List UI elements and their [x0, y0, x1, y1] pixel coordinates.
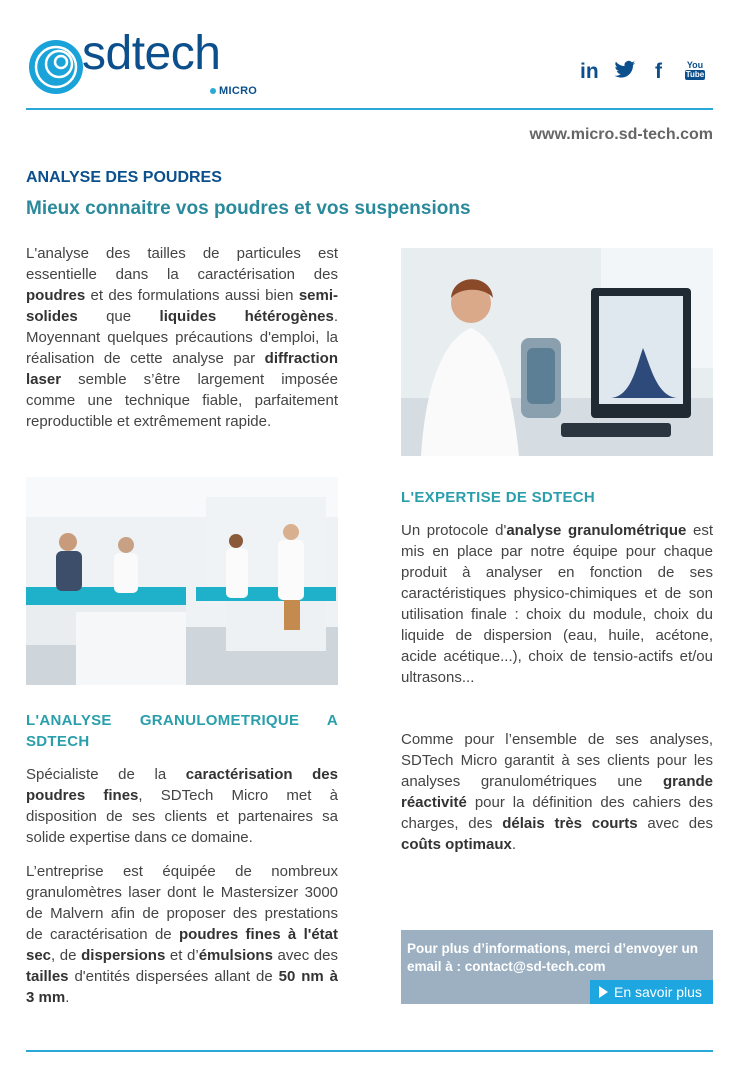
page-heading: ANALYSE DES POUDRES — [26, 169, 222, 186]
emphasis-text: semi-solides — [26, 287, 338, 325]
emphasis-text: dispersions — [81, 947, 166, 964]
facebook-icon[interactable]: f — [655, 60, 662, 83]
expertise-title: L'EXPERTISE DE SDTECH — [401, 489, 596, 506]
lab-photo-researcher — [401, 248, 713, 456]
body-text: L’entreprise est équipée de nombreux granulomètres laser dont le Mastersizer 3000 de Malvern afin de proposer des prestations de caractérisation de — [26, 863, 338, 943]
emphasis-text: liquides hétérogènes — [159, 308, 334, 325]
emphasis-text: grande réactivité — [401, 773, 713, 811]
analysis-title: L'ANALYSE GRANULOMETRIQUE A SDTECH — [26, 712, 338, 750]
emphasis-text: délais très courts — [502, 815, 638, 832]
expertise-paragraph-1 — [401, 520, 713, 688]
emphasis-text: coûts optimaux — [401, 836, 512, 853]
bottom-divider — [26, 1050, 713, 1052]
emphasis-text: caractérisation des poudres fines — [26, 766, 338, 804]
learn-more-button[interactable]: En savoir plus — [590, 980, 713, 1004]
youtube-icon[interactable]: You Tube — [685, 60, 705, 79]
body-text: avec des — [272, 947, 338, 964]
body-text: , SDTech Micro met à disposition de ses clients et partenaires sa solide expertise dans ce domaine. — [26, 787, 338, 846]
sdtech-logo — [26, 36, 86, 98]
body-text: , de — [51, 947, 82, 964]
intro-paragraph — [26, 243, 338, 432]
body-text: est mis en place par notre équipe pour chaque produit à analyser en fonction de ses caractéristiques physico-chimiques et de son utilisation finale : choix du module, choix du liquide de dispersion (eau, huile, acétone, acide acétique...), choix de tensio-actifs et/ou ultrasons... — [401, 522, 713, 686]
page-subheading: Mieux connaitre vos poudres et vos suspensions — [26, 198, 471, 219]
top-divider — [26, 108, 713, 110]
body-text: L'analyse des tailles de particules est essentielle dans la caractérisation des — [26, 245, 338, 283]
body-text: et d’ — [165, 947, 199, 964]
body-text: . — [65, 989, 70, 1006]
body-text: Un protocole d' — [401, 522, 507, 539]
analysis-paragraph-1 — [26, 764, 338, 848]
website-link[interactable]: www.micro.sd-tech.com — [529, 126, 713, 143]
body-text: Comme pour l’ensemble de ses analyses, SDTech Micro garantit à ses clients pour les analyses granulométriques une — [401, 731, 713, 790]
brand-sub: MICRO — [210, 85, 257, 97]
lab-photo-team — [26, 477, 338, 685]
body-text: d'entités dispersées allant de — [68, 968, 279, 985]
emphasis-text: tailles — [26, 968, 69, 985]
twitter-icon[interactable] — [614, 60, 636, 80]
body-text: Spécialiste de la — [26, 766, 186, 783]
linkedin-icon[interactable]: in — [580, 60, 599, 83]
emphasis-text: 50 nm à 3 mm — [26, 968, 338, 1006]
brand-name: sdtech — [82, 27, 221, 80]
body-text: pour la définition des cahiers des charges, des — [401, 794, 713, 832]
analysis-paragraph-2 — [26, 861, 338, 1008]
body-text: . — [511, 836, 517, 853]
body-text: . Moyennant quelques précautions d'emploi, la réalisation de cette analyse par — [26, 308, 338, 367]
body-text: que — [77, 308, 160, 325]
body-text: avec des — [637, 815, 713, 832]
contact-box — [401, 930, 713, 1004]
expertise-paragraph-2 — [401, 729, 713, 855]
emphasis-text: émulsions — [198, 947, 273, 964]
emphasis-text: poudres fines à l'état sec — [26, 926, 339, 964]
body-text: et des formulations aussi bien — [85, 287, 299, 304]
dot-icon — [210, 88, 216, 94]
emphasis-text: analyse granulométrique — [506, 522, 687, 539]
play-icon — [599, 986, 608, 998]
body-text: semble s’être largement imposée comme une technique fiable, parfaitement reproductible et extrêmement rapide. — [26, 371, 338, 430]
emphasis-text: poudres — [26, 287, 86, 304]
contact-text: Pour plus d’informations, merci d’envoyer un email à : contact@sd-tech.com — [407, 941, 699, 974]
emphasis-text: diffraction laser — [26, 350, 338, 388]
